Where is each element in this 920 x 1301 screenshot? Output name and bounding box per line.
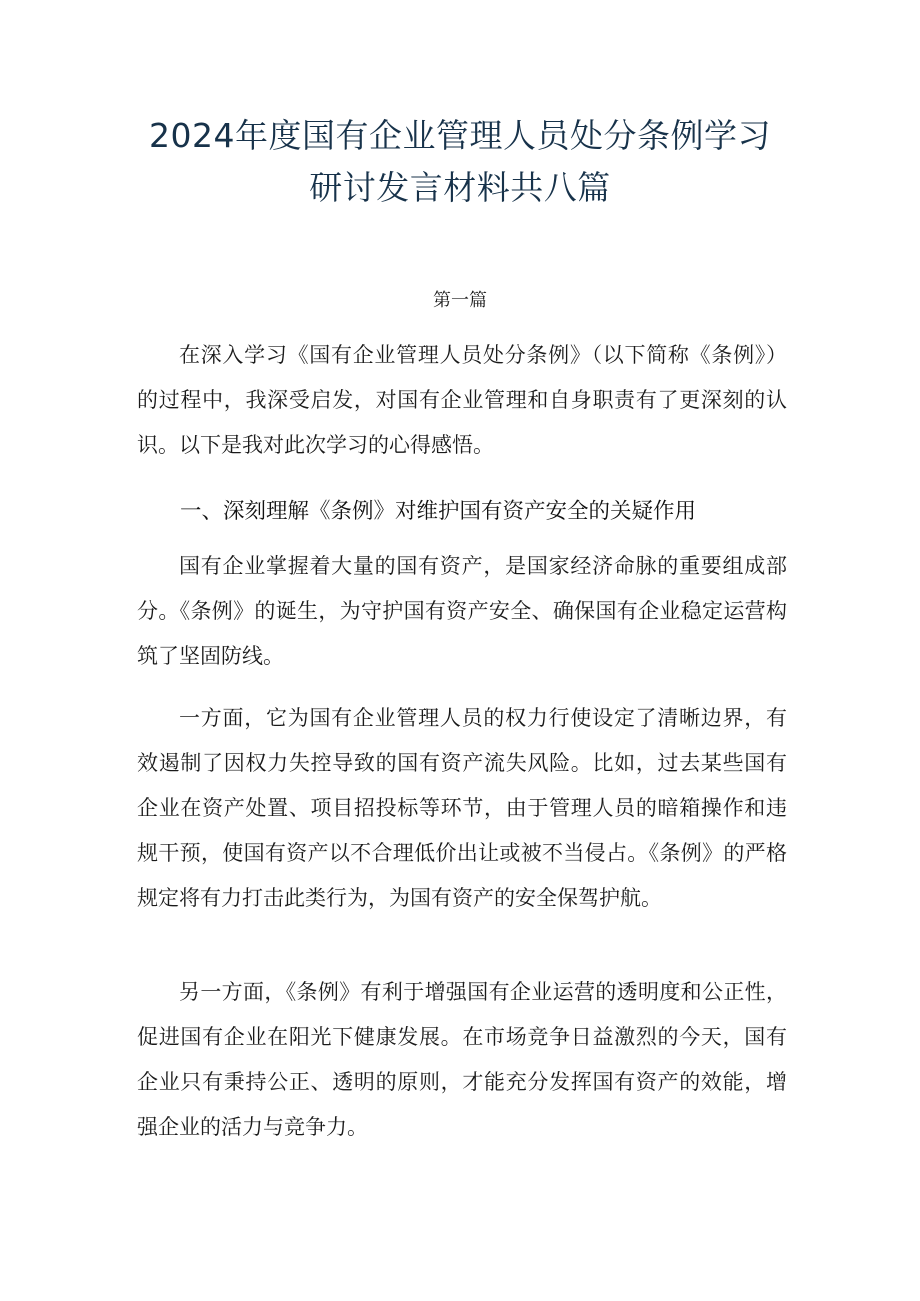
body-paragraph-2: 国有企业掌握着大量的国有资产，是国家经济命脉的重要组成部分。《条例》的诞生，为守护国有资产安全、确保国有企业稳定运营构筑了坚固防线。: [137, 554, 787, 668]
document-title-line-2: 研讨发言材料共八篇: [309, 168, 611, 207]
intro-paragraph: 在深入学习《国有企业管理人员处分条例》（以下简称《条例》）的过程中，我深受启发，对国有企业管理和自身职责有了更深刻的认识。以下是我对此次学习的心得感悟。: [137, 343, 787, 457]
body-paragraph-4: 另一方面，《条例》有利于增强国有企业运营的透明度和公正性，促进国有企业在阳光下健康发展。在市场竞争日益激烈的今天，国有企业只有秉持公正、透明的原则，才能充分发挥国有资产的效能，增强企业的活力与竞争力。: [137, 980, 787, 1139]
section-heading-1: 一、深刻理解《条例》对维护国有资产安全的关疑作用: [180, 499, 697, 524]
document-title: [90, 110, 830, 214]
body-paragraph-3: 一方面，它为国有企业管理人员的权力行使设定了清晰边界，有效遏制了因权力失控导致的国有资产流失风险。比如，过去某些国有企业在资产处置、项目招投标等环节，由于管理人员的暗箱操作和违规干预，使国有资产以不合理低价出让或被不当侵占。《条例》的严格规定将有力打击此类行为，为国有资产的安全保驾护航。: [137, 706, 787, 910]
section-label: 第一篇: [433, 290, 487, 311]
document-title-line-1: 2024年度国有企业管理人员处分条例学习: [149, 116, 771, 155]
